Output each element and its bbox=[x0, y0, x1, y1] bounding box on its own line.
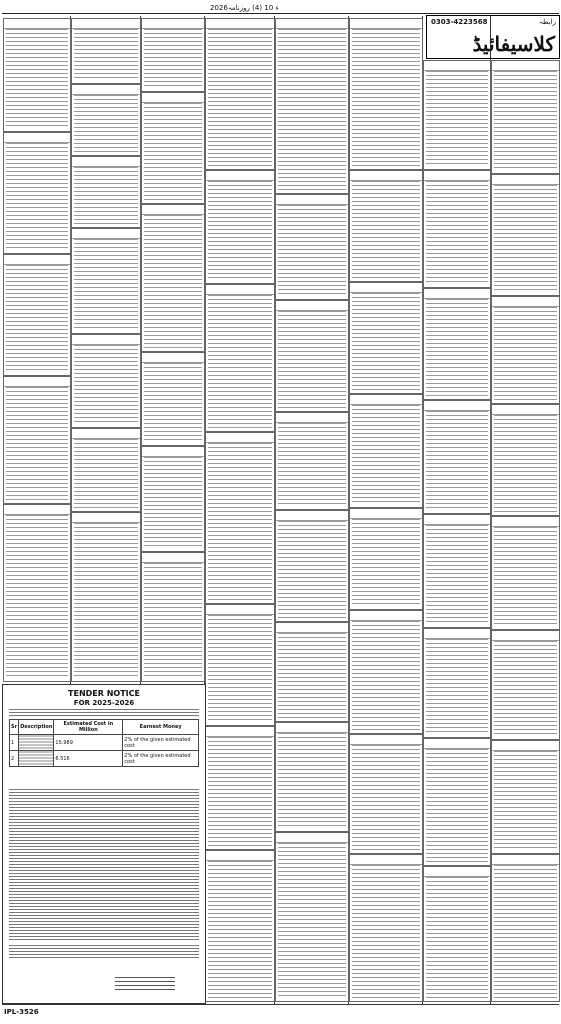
row-description bbox=[19, 751, 54, 767]
classified-ad bbox=[491, 296, 560, 404]
classified-ad bbox=[141, 18, 205, 92]
tender-terms-list bbox=[9, 789, 199, 941]
classified-ad bbox=[141, 352, 205, 446]
classified-ad bbox=[423, 60, 491, 170]
row-sr: 1 bbox=[10, 735, 19, 751]
tender-notice bbox=[2, 684, 206, 1004]
classified-ad bbox=[349, 854, 423, 1002]
classified-ad bbox=[275, 300, 349, 412]
classified-ad bbox=[491, 740, 560, 854]
classified-ad bbox=[491, 854, 560, 1002]
classified-ad bbox=[423, 514, 491, 628]
publication-code: IPL-3526 bbox=[4, 1008, 39, 1016]
row-description bbox=[19, 735, 54, 751]
banner-tag: رابطہ bbox=[538, 18, 556, 26]
top-divider bbox=[2, 13, 559, 14]
banner-phone: 0303-4223568 bbox=[431, 18, 488, 26]
classified-ad bbox=[3, 254, 71, 376]
classified-ad bbox=[71, 18, 141, 84]
classified-ad bbox=[71, 84, 141, 156]
classified-ad bbox=[3, 132, 71, 254]
row-cost: 6.516 bbox=[54, 751, 123, 767]
classified-ad bbox=[349, 18, 423, 170]
classified-ad bbox=[205, 850, 275, 1002]
table-header: Description bbox=[19, 720, 54, 735]
classified-ad bbox=[491, 174, 560, 296]
row-sr: 2 bbox=[10, 751, 19, 767]
classified-ad bbox=[141, 446, 205, 552]
tender-intro-text bbox=[9, 709, 199, 717]
classified-ad bbox=[349, 282, 423, 394]
classified-ad bbox=[423, 628, 491, 738]
classified-ad bbox=[205, 726, 275, 850]
classified-ad bbox=[349, 394, 423, 508]
table-header: Estimated Cost in Million bbox=[54, 720, 123, 735]
classified-ad bbox=[423, 170, 491, 288]
classified-ad bbox=[275, 18, 349, 194]
classified-ad bbox=[275, 510, 349, 622]
classified-ad bbox=[275, 194, 349, 300]
classified-ad bbox=[141, 204, 205, 352]
classified-ad bbox=[205, 432, 275, 604]
tender-table bbox=[9, 719, 199, 767]
table-row bbox=[10, 735, 199, 751]
tender-signature-block bbox=[115, 977, 175, 991]
classified-ad bbox=[71, 428, 141, 512]
classified-ad bbox=[205, 604, 275, 726]
classified-ad bbox=[423, 400, 491, 514]
page-date-header: 2026ء 10 (4) روزنامہ bbox=[210, 4, 279, 12]
bottom-divider bbox=[2, 1004, 559, 1005]
classified-ad bbox=[491, 630, 560, 740]
table-row bbox=[10, 751, 199, 767]
classified-ad bbox=[349, 734, 423, 854]
row-earnest-money: 2% of the given estimated cost bbox=[123, 735, 199, 751]
classified-ad bbox=[71, 156, 141, 228]
classified-ad bbox=[3, 18, 71, 132]
classified-ad bbox=[349, 610, 423, 734]
banner-title: کلاسیفائیڈ bbox=[472, 32, 555, 56]
classified-ad bbox=[275, 412, 349, 510]
classified-ad bbox=[491, 60, 560, 174]
classified-ad bbox=[71, 334, 141, 428]
table-header: Sr bbox=[10, 720, 19, 735]
classified-ad bbox=[275, 832, 349, 1002]
classified-ad bbox=[275, 722, 349, 832]
tender-subtitle: FOR 2025-2026 bbox=[73, 699, 135, 707]
classified-ad bbox=[71, 512, 141, 682]
classified-ad bbox=[205, 284, 275, 432]
classified-ad bbox=[423, 866, 491, 1002]
classified-ad bbox=[491, 404, 560, 516]
classified-ad bbox=[349, 508, 423, 610]
classified-ad bbox=[349, 170, 423, 282]
classified-ad bbox=[141, 92, 205, 204]
classified-ad bbox=[3, 504, 71, 682]
classified-ad bbox=[141, 552, 205, 682]
row-cost: 15.989 bbox=[54, 735, 123, 751]
tender-note bbox=[9, 945, 199, 959]
classified-ad bbox=[423, 738, 491, 866]
classified-ad bbox=[71, 228, 141, 334]
tender-title: TENDER NOTICE bbox=[68, 689, 140, 698]
classified-ad bbox=[275, 622, 349, 722]
classified-ad bbox=[205, 170, 275, 284]
table-header: Earnest Money bbox=[123, 720, 199, 735]
row-earnest-money: 2% of the given estimated cost bbox=[123, 751, 199, 767]
classified-ad bbox=[205, 18, 275, 170]
classified-ad bbox=[423, 288, 491, 400]
classified-ad bbox=[491, 516, 560, 630]
classified-ad bbox=[3, 376, 71, 504]
